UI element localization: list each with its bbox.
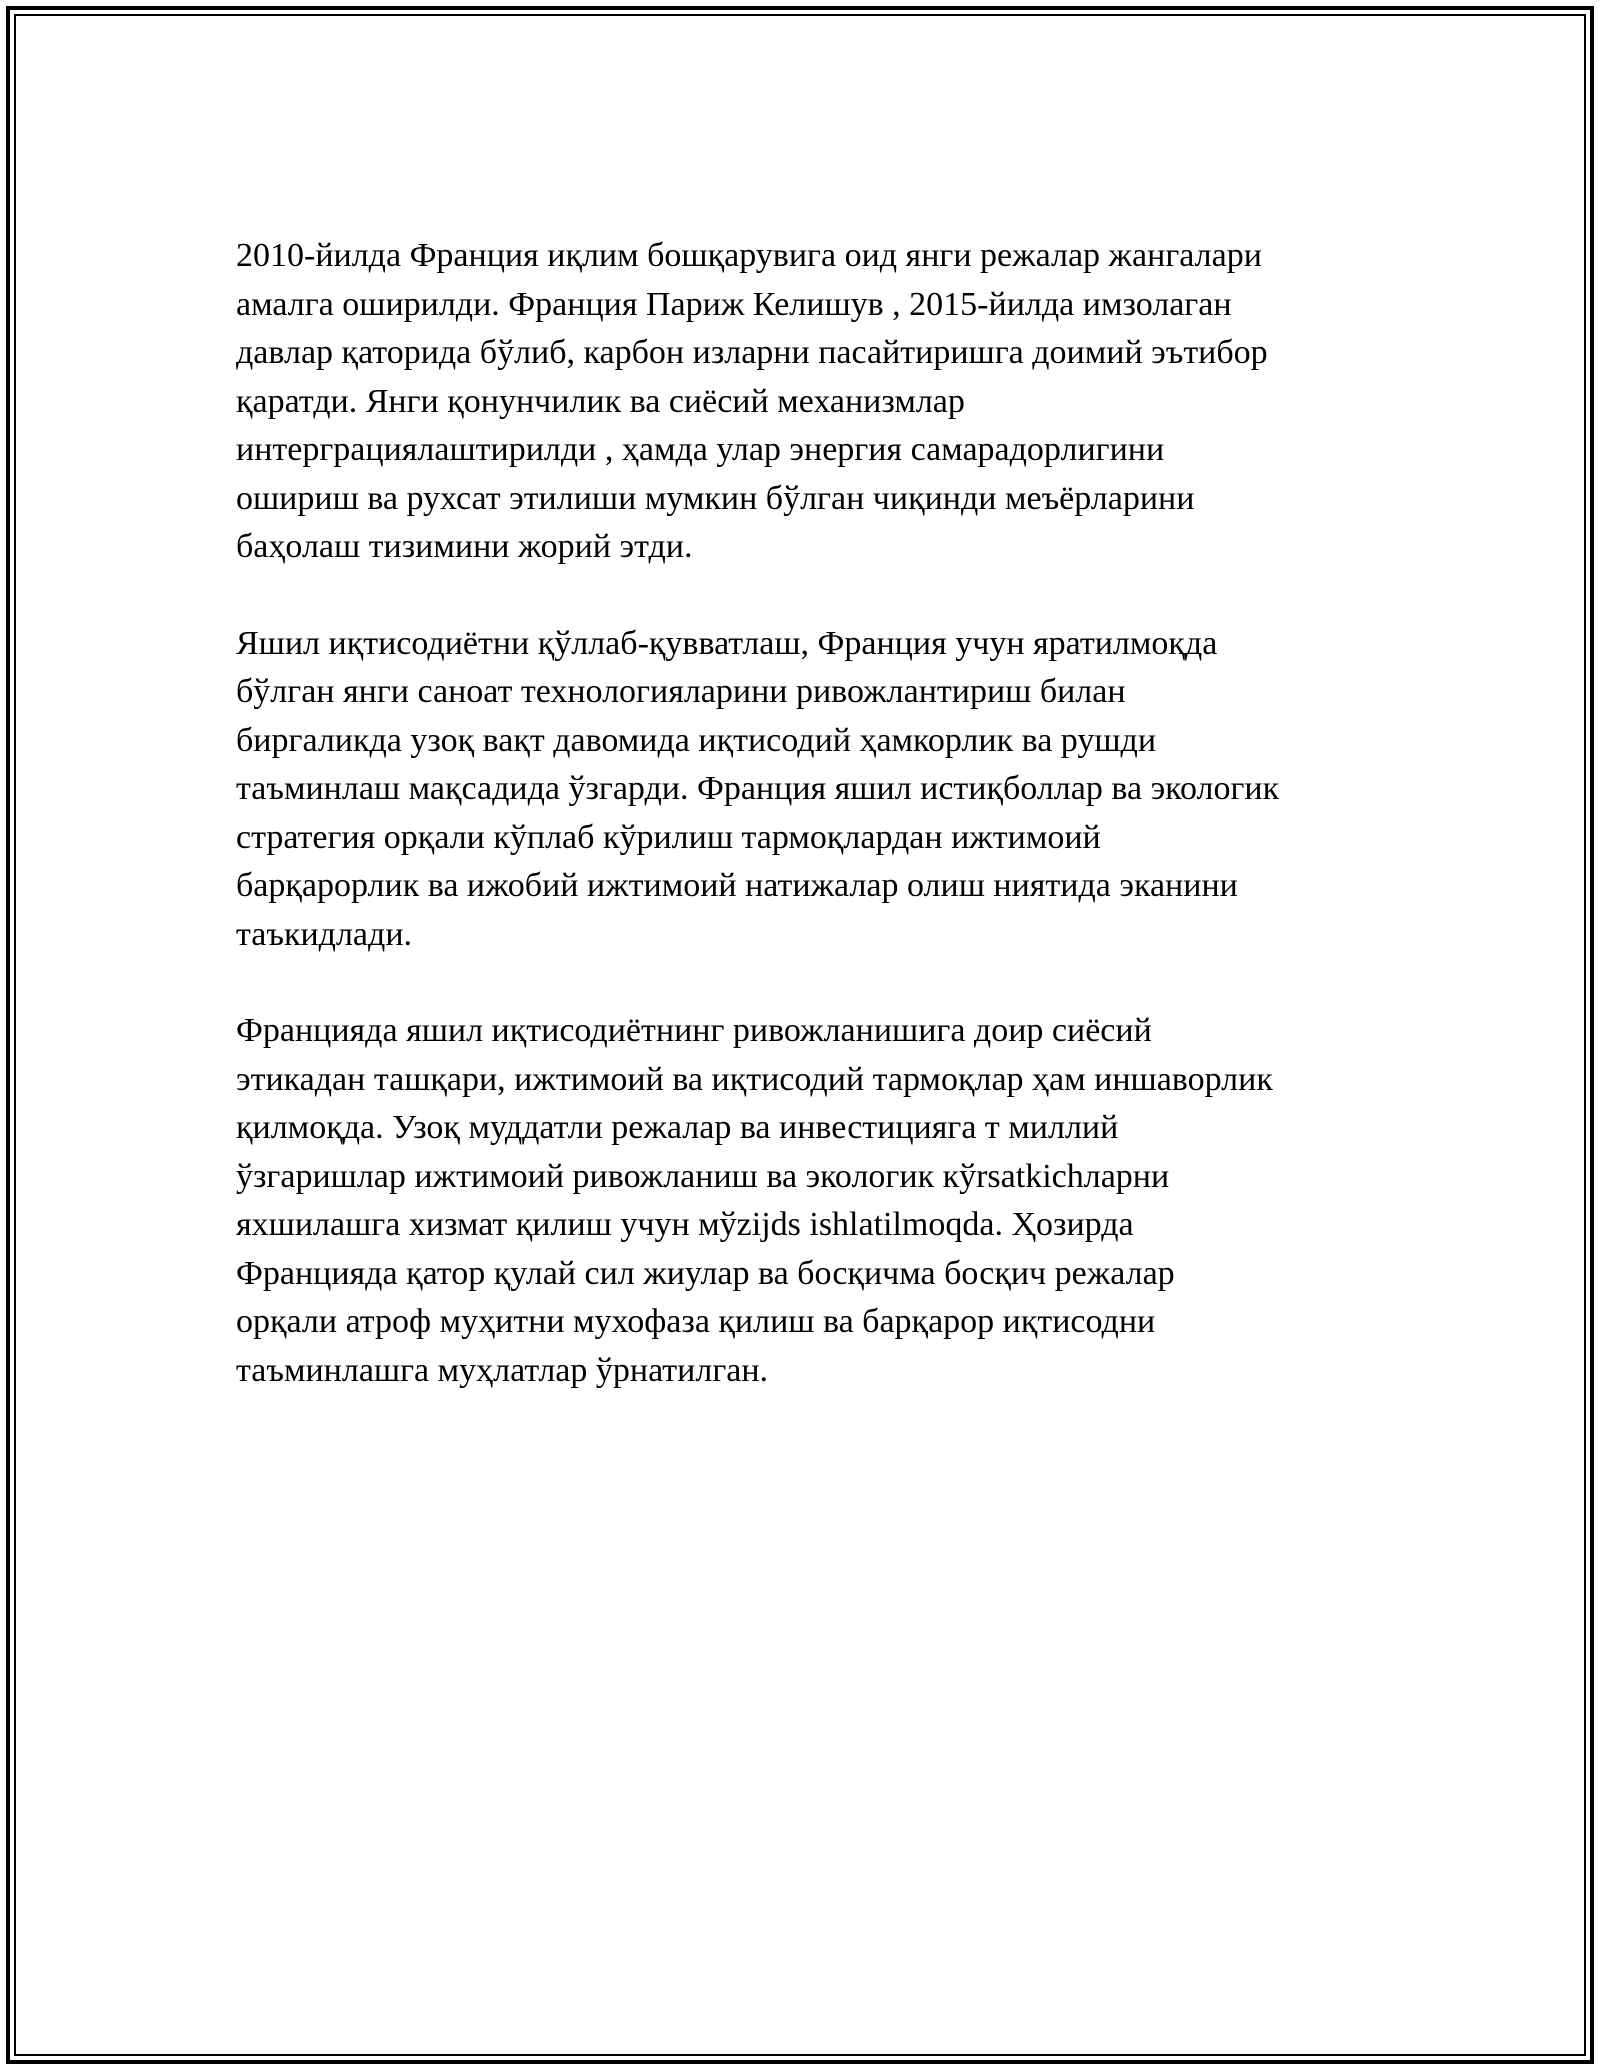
text-line: баҳолаш тизимини жорий этди. bbox=[236, 528, 693, 565]
paragraph-3 bbox=[236, 1007, 1376, 1395]
text-line: таъминлашга муҳлатлар ўрнатилган. bbox=[236, 1351, 769, 1389]
text-line: амалга оширилди. Франция Париж Келишув , 2015-йилда имзолаган bbox=[236, 285, 1232, 323]
text-line: ўзгаришлар ижтимоий ривожланиш ва экологик кўrsatkichларни bbox=[236, 1157, 1170, 1195]
document-body bbox=[236, 232, 1376, 1443]
text-line: яхшилашга хизмат қилиш учун мўzijds ishlatilmoqda. Ҳозирда bbox=[236, 1206, 1134, 1243]
text-line: қаратди. Янги қонунчилик ва сиёсий механизмлар bbox=[236, 382, 965, 420]
paragraph-2 bbox=[236, 620, 1376, 960]
paragraph-1 bbox=[236, 232, 1376, 572]
text-line: интерграциялаштирилди , ҳамда улар энергия самарадорлигини bbox=[236, 431, 1165, 468]
text-line: стратегия орқали кўплаб кўрилиш тармоқлардан ижтимоий bbox=[236, 818, 1101, 856]
text-line: 2010-йилда Франция иқлим бошқарувига оид янги режалар жангалари bbox=[236, 237, 1262, 274]
text-line: барқарорлик ва ижобий ижтимоий натижалар олиш ниятида эканини bbox=[236, 867, 1238, 904]
text-line: биргаликда узоқ вақт давомида иқтисодий ҳамкорлик ва рушди bbox=[236, 721, 1157, 759]
text-line: таъкидлади. bbox=[236, 915, 413, 953]
text-line: таъминлаш мақсадида ўзгарди. Франция яшил истиқболлар ва экологик bbox=[236, 770, 1280, 807]
text-line: давлар қаторида бўлиб, карбон изларни пасайтиришга доимий эътибор bbox=[236, 334, 1268, 371]
text-line: қилмоқда. Узоқ муддатли режалар ва инвестицияга т миллий bbox=[236, 1109, 1119, 1146]
text-line: Яшил иқтисодиётни қўллаб-қувватлаш, Франция учун яратилмоқда bbox=[236, 624, 1218, 662]
text-line: бўлган янги саноат технологияларини ривожлантириш билан bbox=[236, 673, 1126, 710]
text-line: Францияда яшил иқтисодиётнинг ривожланишига доир сиёсий bbox=[236, 1012, 1152, 1049]
text-line: ошириш ва рухсат этилиши мумкин бўлган чиқинди меъёрларини bbox=[236, 479, 1195, 517]
text-line: орқали атроф муҳитни мухофаза қилиш ва барқарор иқтисодни bbox=[236, 1303, 1156, 1340]
text-line: Францияда қатор қулай сил жиулар ва босқичма босқич режалар bbox=[236, 1254, 1175, 1292]
text-line: этикадан ташқари, ижтимоий ва иқтисодий тармоқлар ҳам иншаворлик bbox=[236, 1060, 1273, 1098]
